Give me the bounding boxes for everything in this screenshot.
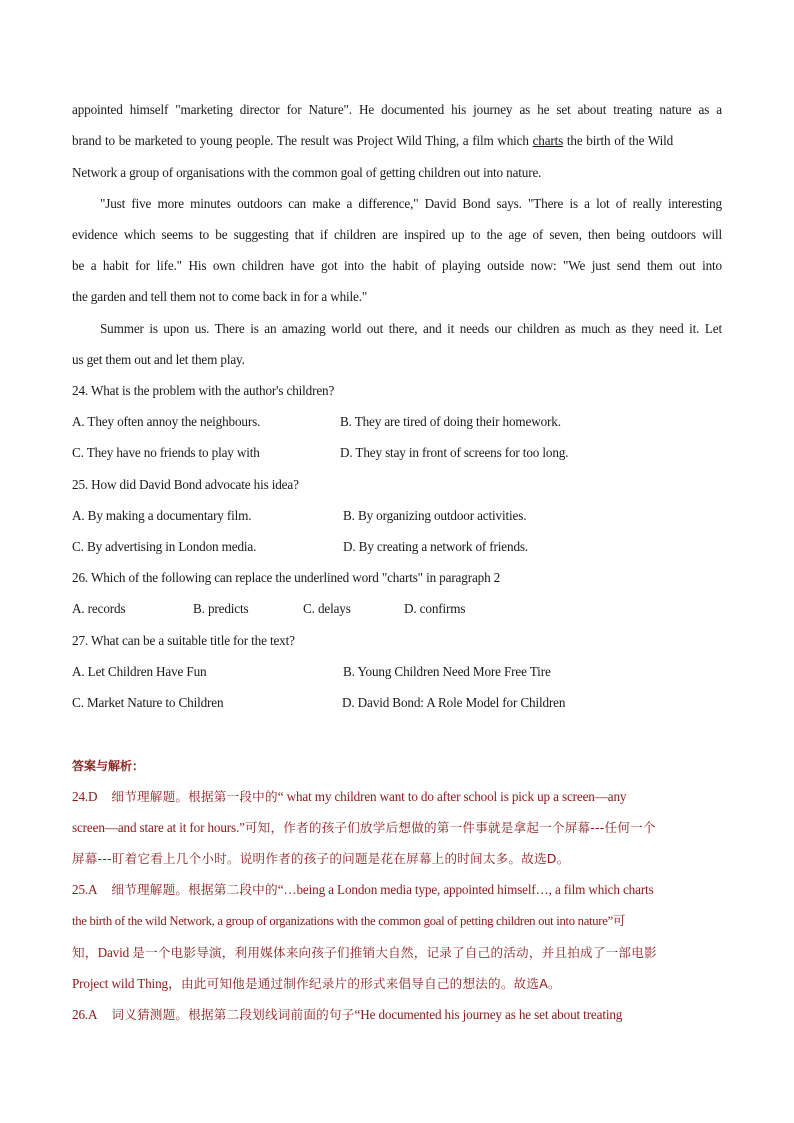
option-24-d: D. They stay in front of screens for too long. [340, 445, 569, 460]
passage-line [72, 132, 722, 150]
answer-text-cn: 细节理解题。根据第一段中的 [111, 789, 278, 804]
option-26-b: B. predicts [193, 601, 249, 616]
answer-text-cn: 由此可知他是通过制作纪录片的形式来倡导自己的想法的。故选A。 [181, 976, 561, 991]
passage-line: us get them out and let them play. [72, 352, 245, 367]
answer-text-cn: 细节理解题。根据第二段中的 [111, 882, 278, 897]
option-25-c: C. By advertising in London media. [72, 539, 257, 554]
option-25-a: A. By making a documentary film. [72, 508, 252, 523]
answer-24-line [72, 788, 722, 806]
answer-text-en: David [97, 945, 130, 960]
answers-heading: 答案与解析： [72, 759, 145, 773]
answer-24-line [72, 819, 722, 837]
answer-text-cn: 可知，作者的孩子们放学后想做的第一件事就是拿起一个屏幕---任何一个 [244, 820, 656, 835]
answer-text-en: “ what my children want to do after school is pick up a screen—any [277, 789, 627, 804]
answer-text-en: “He documented his journey as he set about treating [354, 1007, 623, 1022]
answer-number: 26.A [72, 1007, 98, 1022]
answer-text-cn: 是一个电影导演，利用媒体来向孩子们推销大自然，记录了自己的活动，并且拍成了一部电影 [132, 945, 657, 960]
passage-line: be a habit for life." His own children have got into the habit of playing outside now: "We just send them out into [72, 258, 722, 273]
option-26-c: C. delays [303, 601, 351, 616]
option-25-d: D. By creating a network of friends. [343, 539, 529, 554]
option-26-d: D. confirms [404, 601, 466, 616]
option-25-b: B. By organizing outdoor activities. [343, 508, 527, 523]
option-26-a: A. records [72, 601, 126, 616]
passage-line: the garden and tell them not to come back in for a while." [72, 289, 368, 304]
answer-number: 24.D [72, 789, 98, 804]
passage-text: the birth of the Wild [563, 133, 674, 148]
answer-text-cn: 可 [612, 913, 626, 928]
question-24: 24. What is the problem with the author's children? [72, 383, 335, 398]
answer-text-cn: 词义猜测题。根据第二段划线词前面的句子 [111, 1007, 355, 1022]
option-27-a: A. Let Children Have Fun [72, 664, 207, 679]
option-27-b: B. Young Children Need More Free Tire [343, 664, 551, 679]
question-26: 26. Which of the following can replace the underlined word "charts" in paragraph 2 [72, 570, 501, 585]
answer-text-cn: 知， [72, 945, 98, 960]
option-24-b: B. They are tired of doing their homework. [340, 414, 561, 429]
answer-text-en: the birth of the wild Network, a group of organizations with the common goal of petting children out into nature” [72, 914, 613, 928]
passage-line: Network a group of organisations with the common goal of getting children out into nature. [72, 165, 542, 180]
answer-25-line [72, 975, 722, 993]
answer-text-en: screen—and stare at it for hours.” [72, 820, 245, 835]
answer-25-line [72, 944, 722, 962]
option-24-c: C. They have no friends to play with [72, 445, 260, 460]
answer-26-line [72, 1006, 722, 1024]
passage-line: Summer is upon us. There is an amazing world out there, and it needs our children as much as they need it. Let [100, 321, 722, 336]
option-27-d: D. David Bond: A Role Model for Children [342, 695, 566, 710]
answer-25-line [72, 881, 722, 899]
option-24-a: A. They often annoy the neighbours. [72, 414, 261, 429]
answer-24-line: 屏幕---盯着它看上几个小时。说明作者的孩子的问题是花在屏幕上的时间太多。故选D。 [72, 851, 570, 866]
answer-number: 25.A [72, 882, 98, 897]
passage-line: evidence which seems to be suggesting that if children are inspired up to the age of seven, then being outdoors will [72, 227, 722, 242]
answer-text-en: “…being a London media type, appointed himself…, a film which charts [277, 882, 654, 897]
passage-line: "Just five more minutes outdoors can make a difference," David Bond says. "There is a lot of really interesting [100, 196, 722, 211]
underlined-word-charts: charts [532, 133, 564, 148]
passage-line: appointed himself "marketing director for Nature". He documented his journey as he set about treating nature as a [72, 102, 722, 117]
question-25: 25. How did David Bond advocate his idea? [72, 477, 299, 492]
option-27-c: C. Market Nature to Children [72, 695, 224, 710]
answer-25-line [72, 912, 722, 930]
passage-text: brand to be marketed to young people. The result was Project Wild Thing, a film which [72, 133, 533, 148]
question-27: 27. What can be a suitable title for the text? [72, 633, 295, 648]
answer-text-en: Project wild Thing， [72, 976, 181, 991]
